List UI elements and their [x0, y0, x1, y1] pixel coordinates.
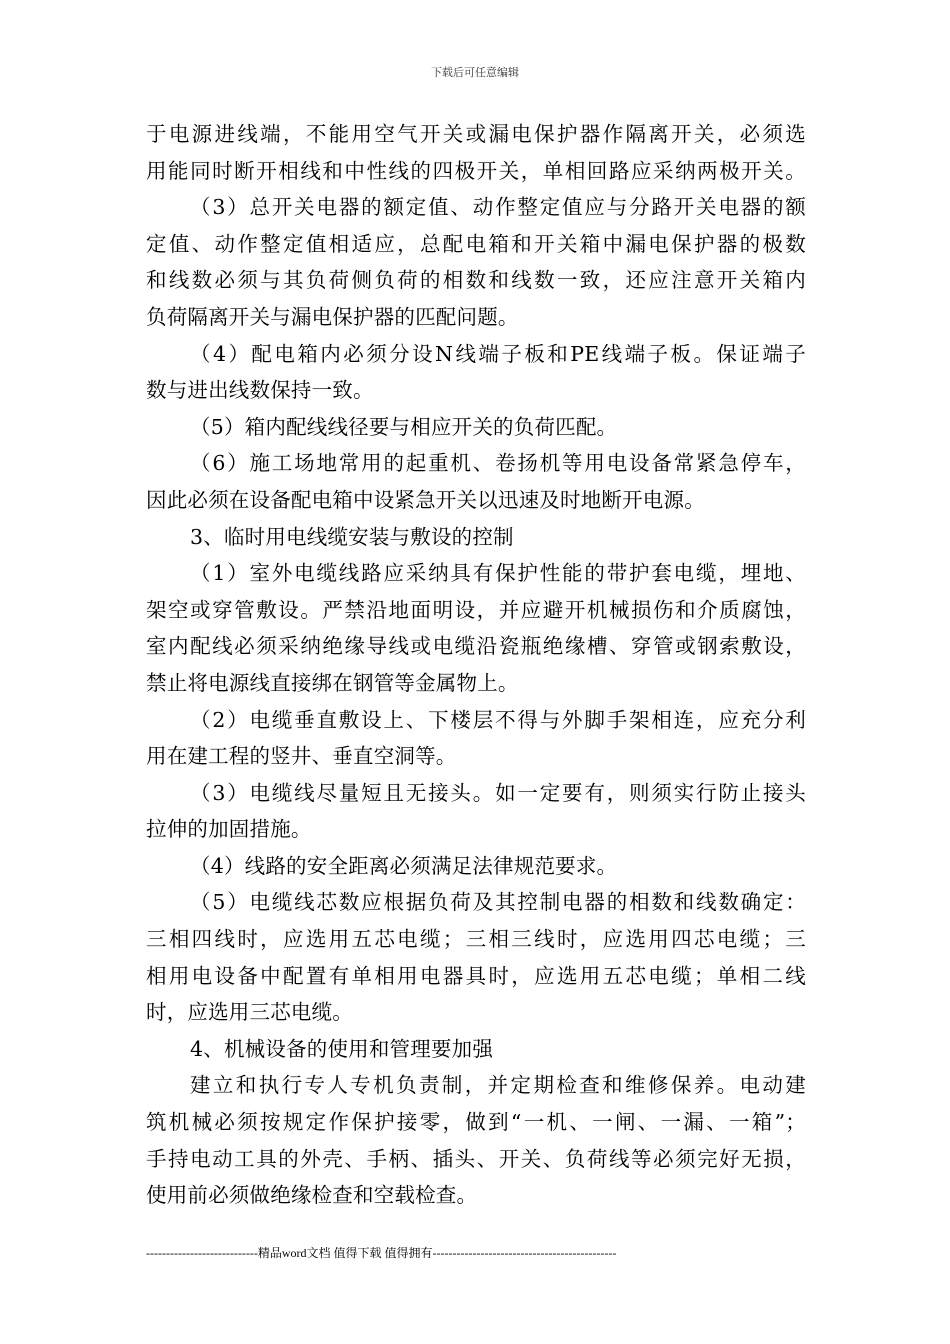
body-text-line: 3、临时用电线缆安装与敷设的控制 [190, 524, 514, 549]
body-text-line: 拉伸的加固措施。 [146, 817, 312, 842]
body-text-line: 三相四线时，应选用五芯电缆；三相三线时，应选用四芯电缆；三 [146, 927, 806, 952]
body-text-line: 时，应选用三芯电缆。 [146, 1000, 353, 1025]
body-text-line: （4）线路的安全距离必须满足法律规范要求。 [190, 853, 618, 878]
body-text-line: 4、机械设备的使用和管理要加强 [190, 1036, 494, 1061]
body-text-line: 建立和执行专人专机负责制，并定期检查和维修保养。电动建 [190, 1073, 806, 1098]
body-text-line: （1）室外电缆线路应采纳具有保护性能的带护套电缆，埋地、 [190, 561, 806, 586]
body-text-line: 手持电动工具的外壳、手柄、插头、开关、负荷线等必须完好无损， [146, 1146, 806, 1171]
body-text-line: 定值、动作整定值相适应，总配电箱和开关箱中漏电保护器的极数 [146, 231, 806, 256]
body-text-line: （3）电缆线尽量短且无接头。如一定要有，则须实行防止接头 [190, 780, 806, 805]
body-text-line: 相用电设备中配置有单相用电器具时，应选用五芯电缆；单相二线 [146, 963, 806, 988]
body-text-line: 筑机械必须按规定作保护接零，做到“一机、一闸、一漏、一箱”； [146, 1110, 806, 1135]
body-text-line: （6）施工场地常用的起重机、卷扬机等用电设备常紧急停车， [190, 451, 806, 476]
body-text-line: 架空或穿管敷设。严禁沿地面明设，并应避开机械损伤和介质腐蚀， [146, 597, 806, 622]
body-text-line: 使用前必须做绝缘检查和空载检查。 [146, 1183, 478, 1208]
body-text-line: 因此必须在设备配电箱中设紧急开关以迅速及时地断开电源。 [146, 487, 705, 512]
body-text-line: （5）电缆线芯数应根据负荷及其控制电器的相数和线数确定： [190, 890, 806, 915]
body-text-line: （4）配电箱内必须分设N线端子板和PE线端子板。保证端子 [190, 341, 806, 366]
body-text-line: 室内配线必须采纳绝缘导线或电缆沿瓷瓶绝缘槽、穿管或钢索敷设， [146, 634, 806, 659]
page-footer: ----------------------------精品word文档 值得下载 值得拥有---------------------------------------------- [146, 1246, 617, 1260]
body-text-line: （5）箱内配线线径要与相应开关的负荷匹配。 [190, 414, 618, 439]
body-text-line: 于电源进线端，不能用空气开关或漏电保护器作隔离开关，必须选 [146, 122, 806, 146]
body-text-line: 用在建工程的竖井、垂直空洞等。 [146, 744, 457, 769]
body-text-line: 和线数必须与其负荷侧负荷的相数和线数一致，还应注意开关箱内 [146, 268, 806, 293]
body-text-line: 负荷隔离开关与漏电保护器的匹配问题。 [146, 304, 519, 329]
document-body [146, 116, 806, 1214]
body-text-line: 数与进出线数保持一致。 [146, 378, 374, 403]
body-text-line: （3）总开关电器的额定值、动作整定值应与分路开关电器的额 [190, 195, 806, 220]
page-header: 下载后可任意编辑 [431, 66, 519, 79]
body-text-line: 用能同时断开相线和中性线的四极开关，单相回路应采纳两极开关。 [146, 158, 806, 183]
body-text-line: （2）电缆垂直敷设上、下楼层不得与外脚手架相连，应充分利 [190, 707, 806, 732]
body-text-line: 禁止将电源线直接绑在钢管等金属物上。 [146, 670, 519, 695]
